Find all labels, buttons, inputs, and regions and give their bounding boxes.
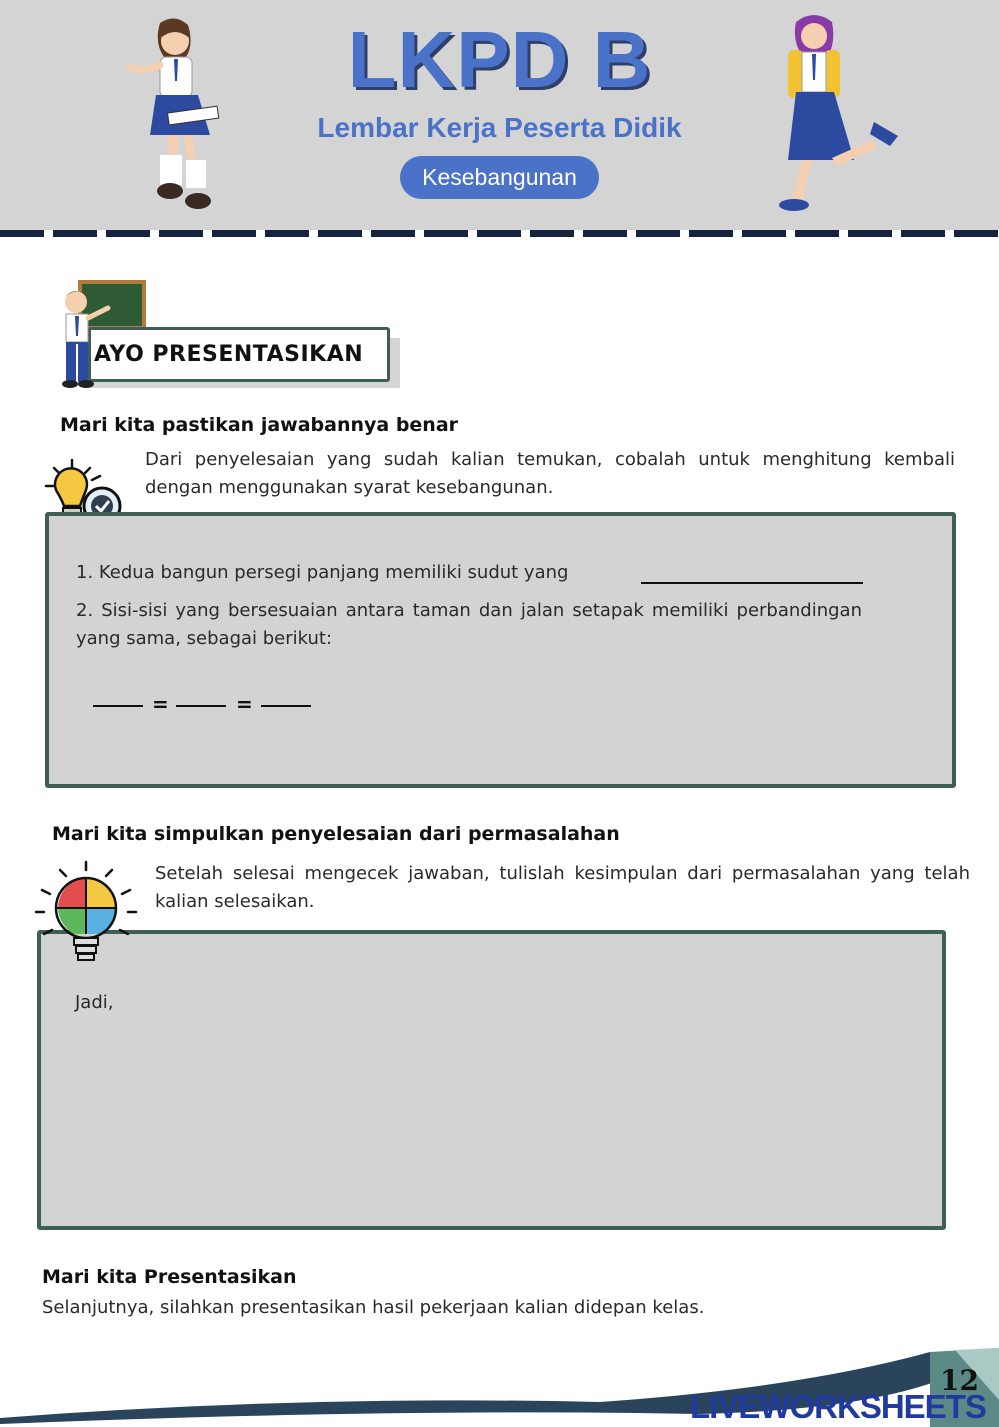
- page-number: 12: [940, 1364, 979, 1397]
- answer-panel-conclusion[interactable]: [37, 930, 946, 1230]
- page-title: LKPD B: [347, 15, 652, 104]
- section-heading-present: Mari kita Presentasikan: [42, 1266, 297, 1288]
- topic-badge: Kesebangunan: [400, 156, 599, 199]
- question-item-1: 1. Kedua bangun persegi panjang memiliki sudut yang: [76, 562, 569, 583]
- teacher-boy-icon: [58, 286, 118, 390]
- question-item-2: 2. Sisi-sisi yang bersesuaian antara taman dan jalan setapak memiliki perbandingan yang sama, sebagai berikut:: [76, 600, 862, 649]
- puzzle-lightbulb-icon: [34, 860, 138, 968]
- header-divider: [0, 230, 999, 237]
- equals-sign-2: =: [236, 692, 253, 716]
- section-heading-check: Mari kita pastikan jawabannya benar: [60, 414, 459, 436]
- instruction-text-conclude: Setelah selesai mengecek jawaban, tulislah kesimpulan dari permasalahan yang telah kalian selesaikan.: [155, 863, 970, 912]
- instruction-text-check: Dari penyelesaian yang sudah kalian temukan, cobalah untuk menghitung kembali dengan menggunakan syarat kesebangunan.: [145, 449, 955, 498]
- blank-ratio-3[interactable]: [261, 705, 311, 707]
- page-subtitle: Lembar Kerja Peserta Didik: [317, 112, 682, 143]
- blank-ratio-2[interactable]: [176, 705, 226, 707]
- answer-prefix: Jadi,: [75, 992, 114, 1013]
- instruction-text-present: Selanjutnya, silahkan presentasikan hasil pekerjaan kalian didepan kelas.: [42, 1297, 705, 1318]
- section-banner-title: AYO PRESENTASIKAN: [94, 342, 364, 367]
- equals-sign-1: =: [152, 692, 169, 716]
- section-banner: [58, 280, 403, 390]
- blank-line-angle[interactable]: [641, 582, 863, 584]
- blank-ratio-1[interactable]: [93, 705, 143, 707]
- liveworksheets-watermark: LIVEWORKSHEETS: [690, 1388, 986, 1425]
- section-heading-conclude: Mari kita simpulkan penyelesaian dari permasalahan: [52, 823, 620, 845]
